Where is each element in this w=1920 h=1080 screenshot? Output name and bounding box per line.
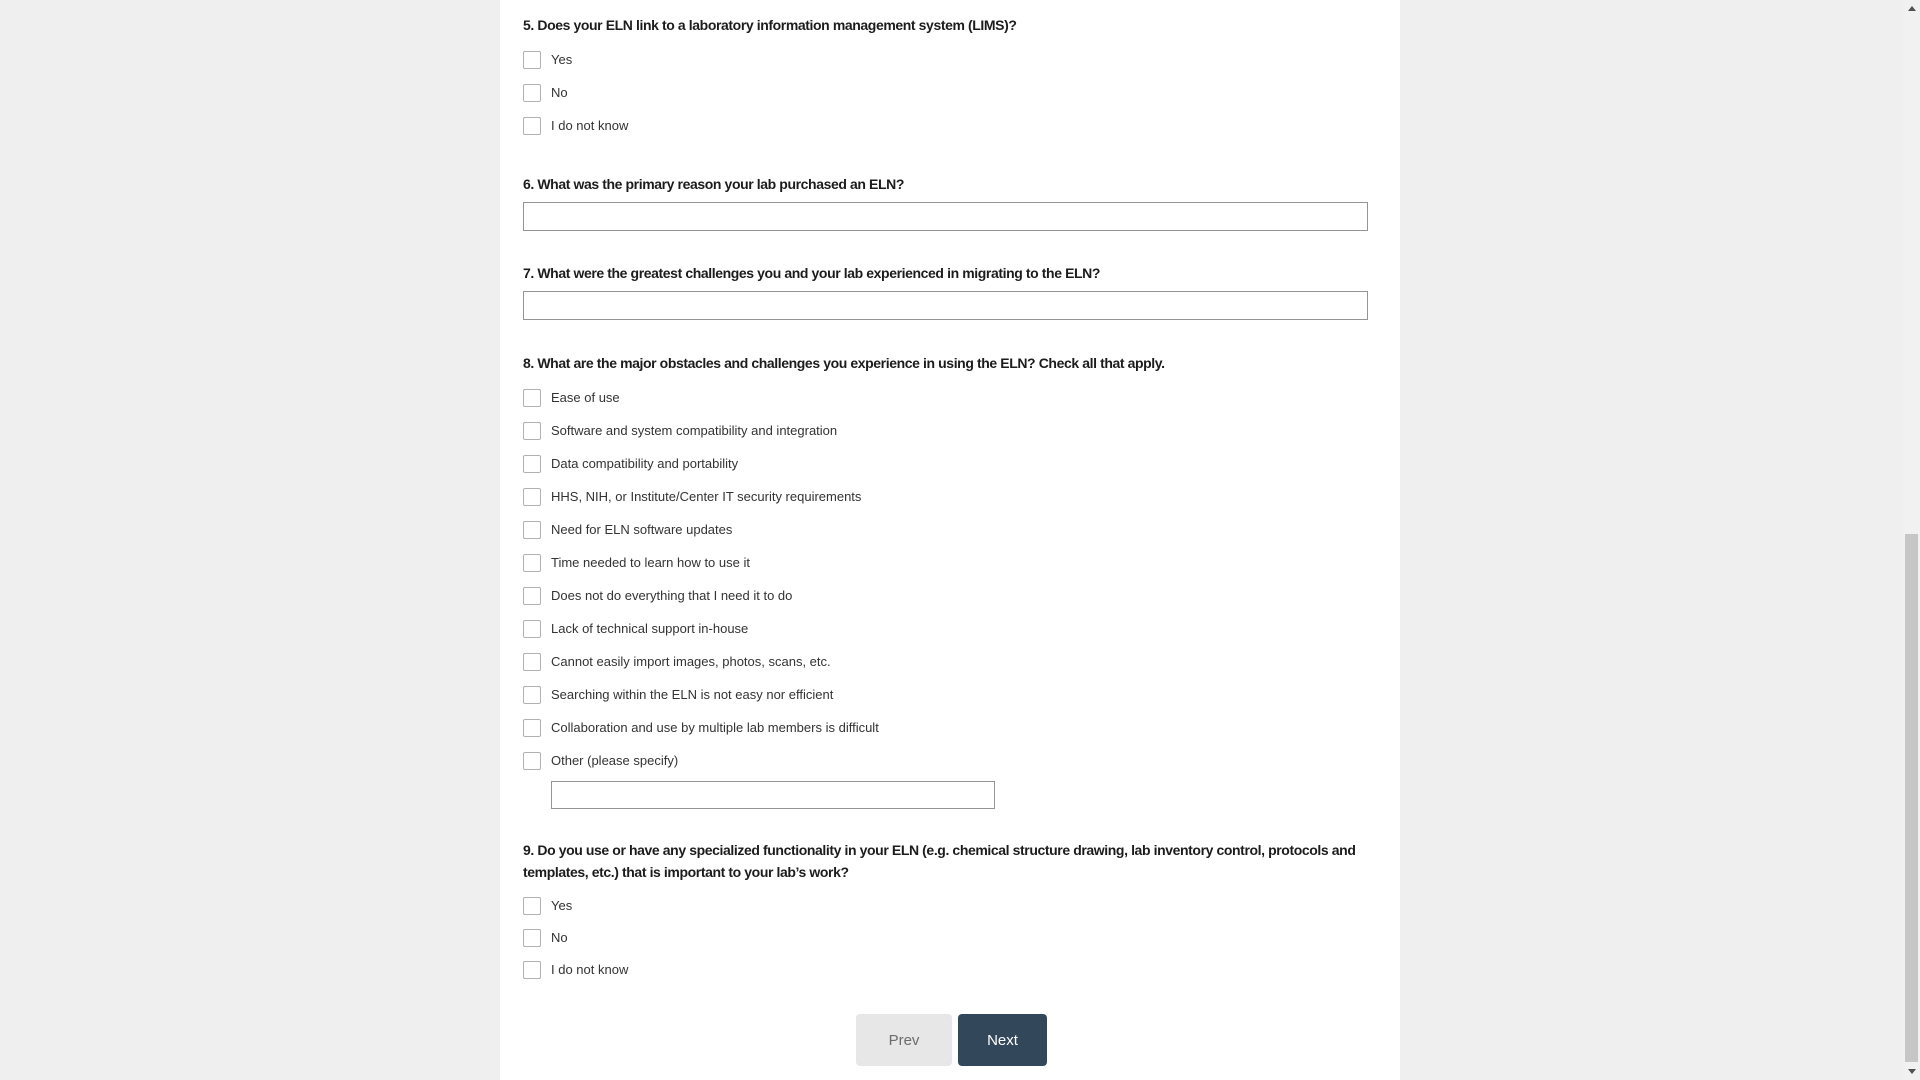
q8-option-software-updates[interactable]	[523, 521, 1380, 539]
q8-option-time-to-learn[interactable]	[523, 554, 1380, 572]
q5-option-no[interactable]	[523, 84, 1380, 102]
survey-panel	[500, 0, 1400, 1080]
option-label[interactable]: Other (please specify)	[551, 753, 679, 768]
q8-option-data-compatibility[interactable]	[523, 455, 1380, 473]
checkbox-icon[interactable]	[523, 719, 541, 737]
scrollbar[interactable]	[1903, 0, 1920, 1080]
question-5	[523, 0, 1380, 135]
checkbox-icon[interactable]	[523, 389, 541, 407]
option-label[interactable]: Cannot easily import images, photos, scans, etc.	[551, 654, 831, 669]
q9-option-i-do-not-know[interactable]	[523, 961, 1380, 979]
checkbox-icon[interactable]	[523, 455, 541, 473]
q8-option-searching-not-efficient[interactable]	[523, 686, 1380, 704]
scroll-up-arrow-icon	[1908, 6, 1916, 11]
nav-buttons	[523, 1014, 1380, 1066]
question-9	[523, 839, 1380, 979]
option-label[interactable]: No	[551, 930, 568, 945]
question-9-heading: 9. Do you use or have any specialized functionality in your ELN (e.g. chemical structure drawing, lab inventory control, protocols and templates, etc.) that is important to your lab’s work?	[523, 842, 1356, 880]
checkbox-icon[interactable]	[523, 897, 541, 915]
checkbox-icon[interactable]	[523, 554, 541, 572]
q8-option-other[interactable]	[523, 752, 1380, 770]
question-7-heading: 7. What were the greatest challenges you and your lab experienced in migrating to the ELN?	[523, 265, 1101, 281]
checkbox-icon[interactable]	[523, 961, 541, 979]
question-6-heading: 6. What was the primary reason your lab purchased an ELN?	[523, 176, 904, 192]
scroll-up-button[interactable]	[1903, 0, 1920, 17]
q5-option-yes[interactable]	[523, 51, 1380, 69]
question-5-heading: 5. Does your ELN link to a laboratory information management system (LIMS)?	[523, 17, 1017, 33]
option-label[interactable]: Time needed to learn how to use it	[551, 555, 750, 570]
scroll-down-arrow-icon	[1908, 1069, 1916, 1074]
option-label[interactable]: Lack of technical support in-house	[551, 621, 749, 636]
q7-answer-input[interactable]	[523, 291, 1368, 320]
option-label[interactable]: Collaboration and use by multiple lab members is difficult	[551, 720, 879, 735]
checkbox-icon[interactable]	[523, 686, 541, 704]
checkbox-icon[interactable]	[523, 51, 541, 69]
q8-other-specify-input[interactable]	[551, 781, 995, 809]
checkbox-icon[interactable]	[523, 929, 541, 947]
checkbox-icon[interactable]	[523, 653, 541, 671]
option-label[interactable]: HHS, NIH, or Institute/Center IT security requirements	[551, 489, 862, 504]
option-label[interactable]: No	[551, 85, 568, 100]
q8-option-does-not-do-everything[interactable]	[523, 587, 1380, 605]
checkbox-icon[interactable]	[523, 587, 541, 605]
scroll-down-button[interactable]	[1903, 1063, 1920, 1080]
option-label[interactable]: Need for ELN software updates	[551, 522, 733, 537]
option-label[interactable]: Yes	[551, 898, 573, 913]
q6-answer-input[interactable]	[523, 202, 1368, 231]
option-label[interactable]: Searching within the ELN is not easy nor efficient	[551, 687, 834, 702]
option-label[interactable]: I do not know	[551, 118, 629, 133]
checkbox-icon[interactable]	[523, 488, 541, 506]
q5-option-i-do-not-know[interactable]	[523, 117, 1380, 135]
question-6	[523, 173, 1380, 231]
option-label[interactable]: I do not know	[551, 962, 629, 977]
checkbox-icon[interactable]	[523, 752, 541, 770]
q8-option-it-security-requirements[interactable]	[523, 488, 1380, 506]
option-label[interactable]: Data compatibility and portability	[551, 456, 739, 471]
next-button[interactable]: Next	[958, 1014, 1047, 1066]
q8-option-cannot-import-images[interactable]	[523, 653, 1380, 671]
scrollbar-thumb[interactable]	[1905, 534, 1918, 1062]
option-label[interactable]: Software and system compatibility and integration	[551, 423, 838, 438]
checkbox-icon[interactable]	[523, 521, 541, 539]
q9-option-yes[interactable]	[523, 897, 1380, 915]
question-8-heading: 8. What are the major obstacles and challenges you experience in using the ELN? Check all that apply.	[523, 355, 1165, 371]
option-label[interactable]: Ease of use	[551, 390, 620, 405]
q9-option-no[interactable]	[523, 929, 1380, 947]
question-7	[523, 262, 1380, 320]
checkbox-icon[interactable]	[523, 84, 541, 102]
q8-option-ease-of-use[interactable]	[523, 389, 1380, 407]
checkbox-icon[interactable]	[523, 117, 541, 135]
q8-option-collaboration-difficult[interactable]	[523, 719, 1380, 737]
q8-option-lack-of-technical-support[interactable]	[523, 620, 1380, 638]
checkbox-icon[interactable]	[523, 620, 541, 638]
option-label[interactable]: Yes	[551, 52, 573, 67]
question-8	[523, 352, 1380, 809]
prev-button[interactable]: Prev	[856, 1014, 952, 1066]
checkbox-icon[interactable]	[523, 422, 541, 440]
option-label[interactable]: Does not do everything that I need it to do	[551, 588, 793, 603]
q8-option-software-compatibility[interactable]	[523, 422, 1380, 440]
